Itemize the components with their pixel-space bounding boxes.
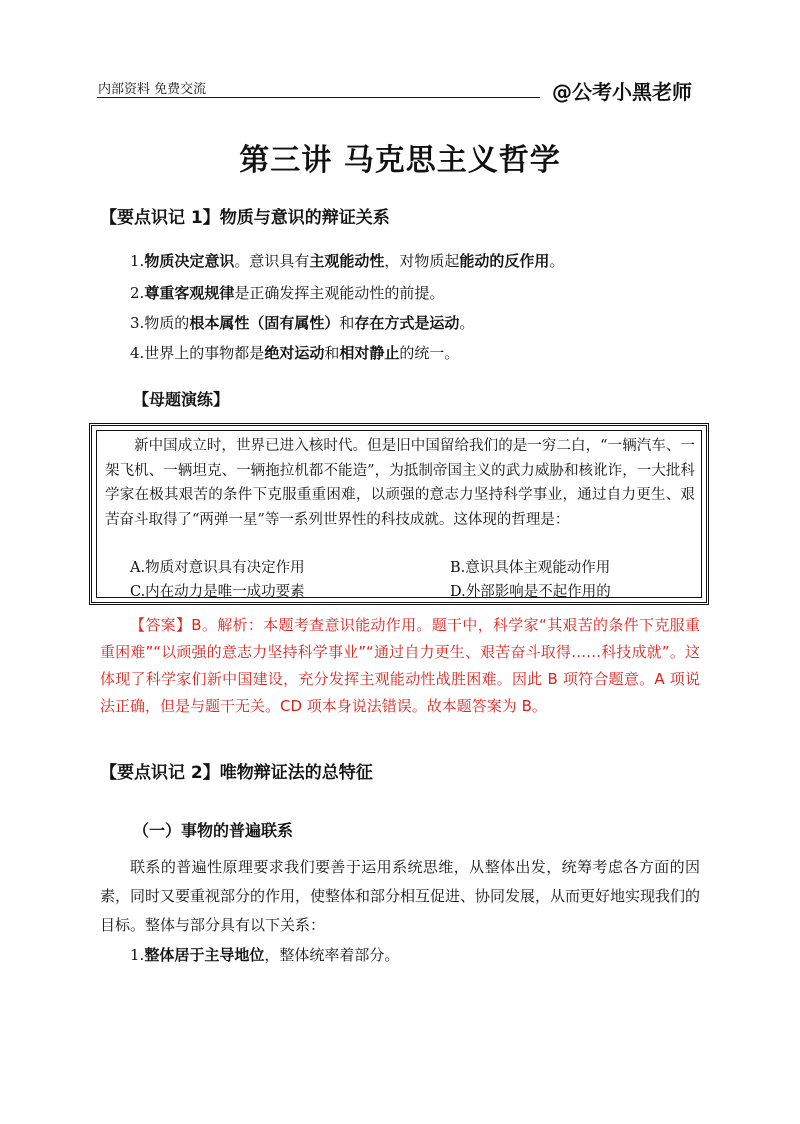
practice-heading: 【母题演练】	[133, 390, 230, 409]
section2-heading: 【要点识记 2】唯物辩证法的总特征	[100, 763, 373, 783]
header-rule	[97, 97, 540, 98]
option-d: D.外部影响是不起作用的	[450, 584, 611, 600]
text-run: 能动的反作用	[459, 252, 550, 270]
text-run: 存在方式是运动	[354, 314, 460, 332]
text-run: 2.	[130, 284, 145, 302]
text-run: 1.	[130, 946, 145, 964]
text-run: 是正确发挥主观能动性的前提。	[234, 284, 445, 302]
text-run: 相对静止	[339, 344, 400, 362]
point-3	[130, 312, 474, 333]
section2-point-1	[130, 944, 399, 965]
text-run: 主观能动性	[309, 252, 385, 270]
text-run: 整体居于主导地位	[144, 946, 265, 964]
text-run: 根本属性（固有属性）	[189, 314, 340, 332]
option-b: B.意识具体主观能动作用	[450, 560, 611, 576]
section2-paragraph: 联系的普遍性原理要求我们要善于运用系统思维，从整体出发，统筹考虑各方面的因素，同时又要重视部分的作用，使整体和部分相互促进、协同发展，从而更好地实现我们的目标。整体与部分具有以下关系：	[100, 858, 701, 934]
text-run: 的统一。	[399, 344, 460, 362]
section2-subheading: （一）事物的普遍联系	[133, 821, 294, 840]
text-run: ，对物质起	[384, 252, 460, 270]
text-run: 和	[324, 344, 340, 362]
text-run: 3.物质的	[130, 314, 190, 332]
header-left-text: 内部资料 免费交流	[98, 82, 207, 97]
text-run: ，整体统率着部分。	[264, 946, 400, 964]
point-4	[130, 342, 459, 363]
text-run: 物质决定意识	[144, 252, 235, 270]
option-a: A.物质对意识具有决定作用	[130, 560, 305, 576]
question-box	[89, 423, 709, 605]
answer-explanation: 【答案】B。解析：本题考查意识能动作用。题干中，科学家“其艰苦的条件下克服重重困难”“以顽强的意志力坚持科学事业”“通过自力更生、艰苦奋斗取得……科技成就”。这体现了科学家们新中国建设，充分发挥主观能动性战胜困难。因此 B 项符合题意。A 项说法正确，但是与题干无关。CD 项本身说法错误。故本题答案为 B。	[100, 616, 700, 715]
text-run: 。	[459, 314, 475, 332]
text-run: 。	[549, 252, 565, 270]
point-1	[130, 250, 564, 271]
option-c: C.内在动力是唯一成功要素	[130, 584, 305, 600]
question-text: 新中国成立时，世界已进入核时代。但是旧中国留给我们的是一穷二白，“一辆汽车、一架飞机、一辆坦克、一辆拖拉机都不能造”，为抵制帝国主义的武力威胁和核讹诈，一大批科学家在极其艰苦的条件下克服重重困难，以顽强的意志力坚持科学事业，通过自力更生、艰苦奋斗取得了“两弹一星”等一系列世界性的科技成就。这体现的哲理是：	[105, 438, 695, 528]
text-run: 和	[339, 314, 355, 332]
point-2	[130, 282, 444, 303]
text-run: 1.	[130, 252, 145, 270]
text-run: 4.世界上的事物都是	[130, 344, 265, 362]
header-right-text: @公考小黑老师	[552, 80, 692, 104]
section1-heading: 【要点识记 1】物质与意识的辩证关系	[100, 208, 390, 228]
page-title: 第三讲 马克思主义哲学	[239, 143, 561, 178]
text-run: 绝对运动	[264, 344, 325, 362]
text-run: 。意识具有	[234, 252, 310, 270]
text-run: 尊重客观规律	[144, 284, 235, 302]
